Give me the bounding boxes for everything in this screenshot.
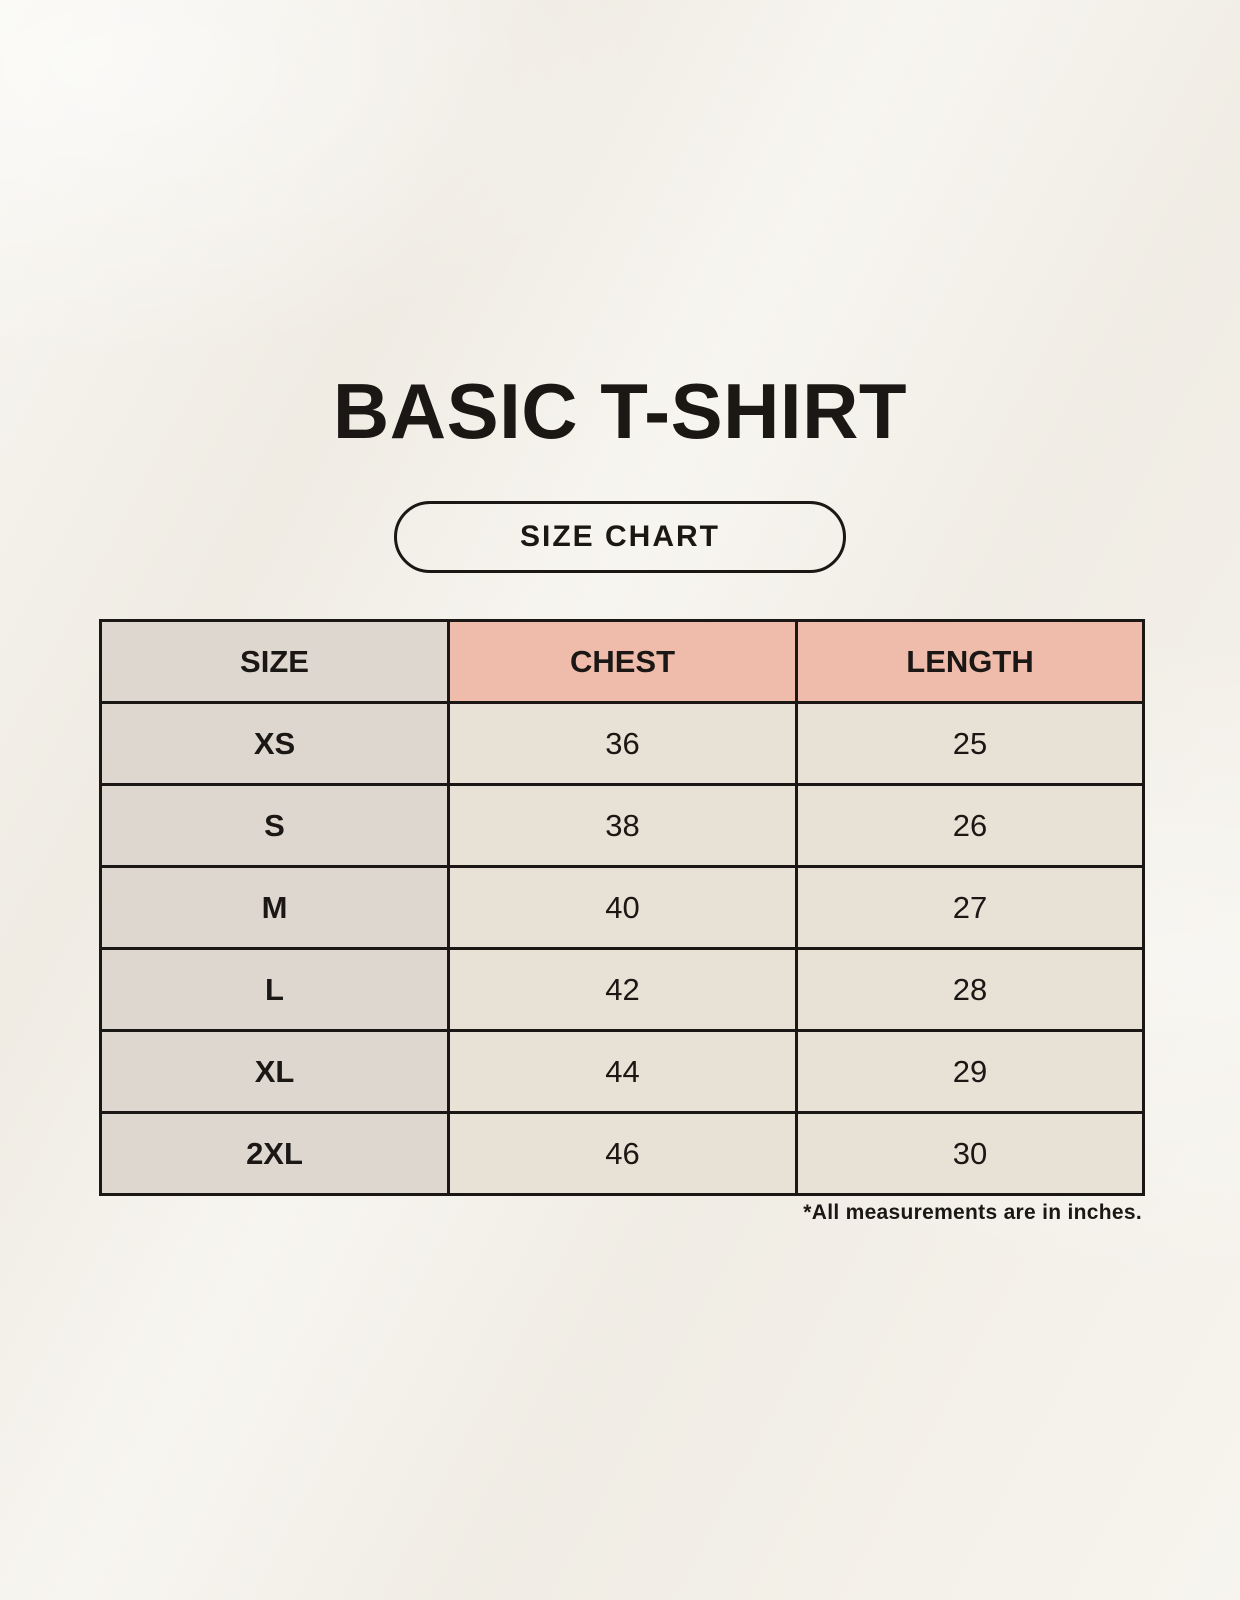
size-label: L (101, 949, 449, 1031)
column-header-chest: CHEST (449, 621, 797, 703)
table-row-s (101, 785, 1144, 867)
size-label: XL (101, 1031, 449, 1113)
table-row-xs (101, 703, 1144, 785)
measurement-unit-note: *All measurements are in inches. (803, 1201, 1142, 1224)
size-chart-badge[interactable] (394, 501, 846, 573)
table-row-xl (101, 1031, 1144, 1113)
length-value: 30 (797, 1113, 1144, 1195)
page-title: BASIC T-SHIRT (332, 367, 908, 455)
length-value: 28 (797, 949, 1144, 1031)
length-value: 29 (797, 1031, 1144, 1113)
length-value: 25 (797, 703, 1144, 785)
size-table-header (101, 621, 1144, 703)
header-row (101, 621, 1144, 703)
table-row-l (101, 949, 1144, 1031)
size-label: S (101, 785, 449, 867)
size-chart-badge-label: SIZE CHART (520, 520, 720, 553)
size-label: XS (101, 703, 449, 785)
table-row-m (101, 867, 1144, 949)
chest-value: 38 (449, 785, 797, 867)
size-label: M (101, 867, 449, 949)
chest-value: 46 (449, 1113, 797, 1195)
column-header-length: LENGTH (797, 621, 1144, 703)
length-value: 27 (797, 867, 1144, 949)
size-label: 2XL (101, 1113, 449, 1195)
column-header-size: SIZE (101, 621, 449, 703)
chest-value: 44 (449, 1031, 797, 1113)
table-row-2xl (101, 1113, 1144, 1195)
chest-value: 36 (449, 703, 797, 785)
chest-value: 42 (449, 949, 797, 1031)
size-table (99, 619, 1145, 1196)
length-value: 26 (797, 785, 1144, 867)
chest-value: 40 (449, 867, 797, 949)
